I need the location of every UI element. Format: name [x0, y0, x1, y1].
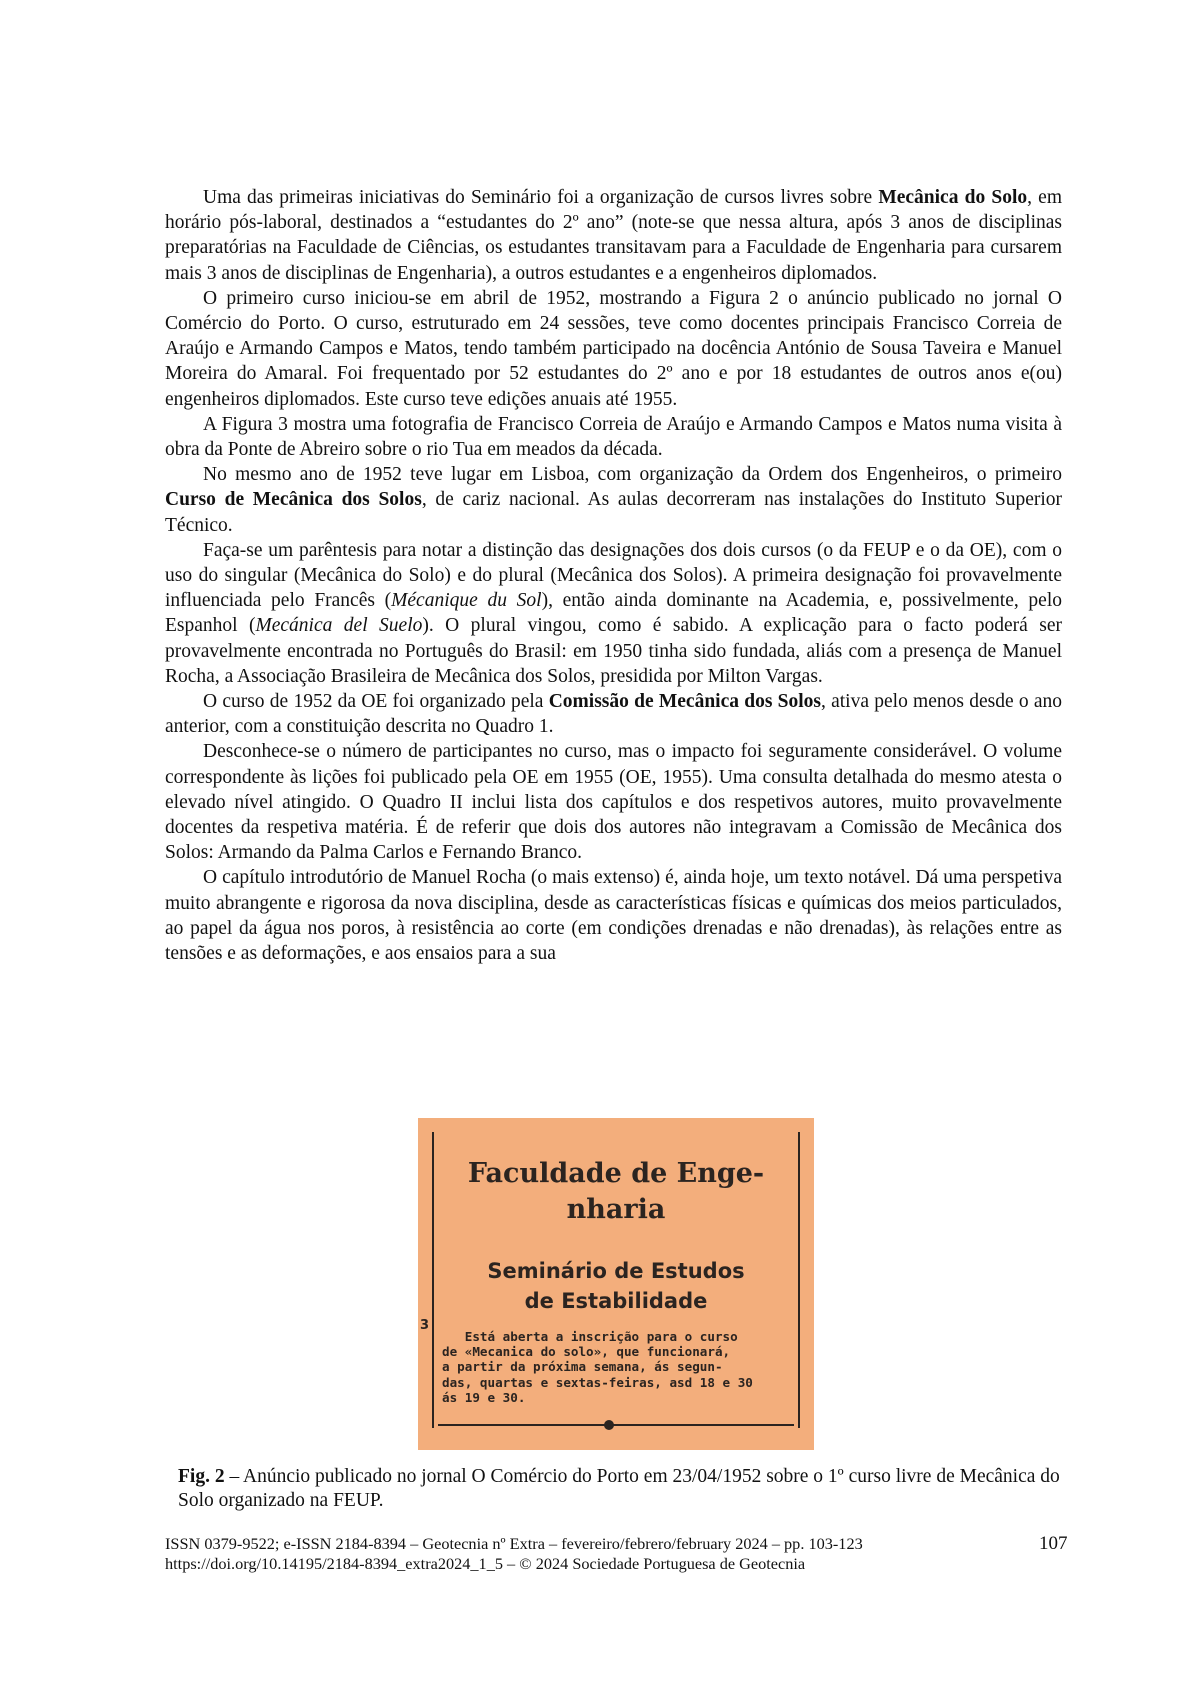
- caption-text: – Anúncio publicado no jornal O Comércio do Porto em 23/04/1952 sobre o 1º curso livre de Mecânica do Solo organizado na FEUP.: [178, 1466, 1060, 1511]
- clipping-subtitle-line: de Estabilidade: [524, 1289, 708, 1313]
- clipping-bullet: [604, 1420, 614, 1430]
- page-number: 107: [1039, 1533, 1068, 1554]
- clipping-title: [434, 1156, 798, 1228]
- paragraph-6: [165, 689, 1062, 739]
- text-run-bold: Mecânica do Solo: [878, 187, 1028, 208]
- page-footer: [165, 1534, 1075, 1574]
- figure-caption: [178, 1465, 1068, 1513]
- clipping-body-line: Está aberta a inscrição para o curso: [442, 1329, 738, 1344]
- clipping-body-line: a partir da próxima semana, ás segun-: [442, 1359, 723, 1375]
- text-run: , em horário pós-laboral, destinados a “estudantes do 2º ano” (note-se que nessa altura, após 3 anos de disciplinas preparatórias na Faculdade de Ciências, os estudantes transitavam para a Faculdade de Engenharia para cursarem mais 3 anos de disciplinas de Engenharia), a outros estudantes e a engenheiros diplomados.: [165, 187, 1062, 284]
- text-run-italic: Mecánica del Suelo: [255, 615, 423, 637]
- clipping-divider: [438, 1424, 794, 1426]
- paragraph-1: [165, 185, 1062, 286]
- clipping-margin-mark: 3: [420, 1318, 430, 1333]
- clipping-body-line: das, quartas e sextas-feiras, asd 18 e 30: [442, 1374, 753, 1390]
- text-run: O capítulo introdutório de Manuel Rocha (o mais extenso) é, ainda hoje, um texto notável. Dá uma perspetiva muito abrangente e rigorosa da nova disciplina, desde as características físicas e químicas dos meios particulados, ao papel da água nos poros, à resistência ao corte (em condições drenadas e não drenadas), às relações entre as tensões e as deformações, e aos ensaios para a sua: [165, 867, 1062, 965]
- paragraph-7: [165, 739, 1062, 865]
- clipping-title-line: nharia: [566, 1194, 666, 1225]
- text-run: Desconhece-se o número de participantes no curso, mas o impacto foi seguramente considerável. O volume correspondente às lições foi publicado pela OE em 1955 (OE, 1955). Uma consulta detalhada do mesmo atesta o elevado nível atingido. O Quadro II inclui lista dos capítulos e dos respetivos autores, muito provavelmente docentes da respetiva matéria. É de referir que dois dos autores não integravam a Comissão de Mecânica dos Solos: Armando da Palma Carlos e Fernando Branco.: [165, 741, 1062, 864]
- text-run: Faça-se um parêntesis para notar a distinção das designações dos dois cursos (o da FEUP e o da OE), com o uso do singular (Mecânica do Solo) e do plural (Mecânica dos Solos). A primeira designação foi provavelmente influenciada pelo Francês (: [165, 539, 1062, 612]
- newspaper-clipping-figure: [418, 1118, 814, 1450]
- text-run: ), então ainda dominante na Academia, e, possivelmente, pelo Espanhol (: [165, 590, 1063, 637]
- text-run-italic: Mécanique du Sol: [391, 590, 542, 612]
- paragraph-3: [165, 412, 1062, 462]
- text-run: A Figura 3 mostra uma fotografia de Francisco Correia de Araújo e Armando Campos e Matos numa visita à obra da Ponte de Abreiro sobre o rio Tua em meados da década.: [165, 413, 1062, 461]
- text-run: Uma das primeiras iniciativas do Seminário foi a organização de cursos livres sobre: [203, 187, 879, 208]
- caption-label: Fig. 2: [178, 1466, 225, 1487]
- text-run: No mesmo ano de 1952 teve lugar em Lisboa, com organização da Ordem dos Engenheiros, o primeiro: [203, 464, 1062, 486]
- clipping-subtitle: [434, 1256, 798, 1316]
- text-run: O primeiro curso iniciou-se em abril de 1952, mostrando a Figura 2 o anúncio publicado no jornal O Comércio do Porto. O curso, estruturado em 24 sessões, teve como docentes principais Francisco Correia de Araújo e Armando Campos e Matos, tendo também participado na docência António de Sousa Taveira e Manuel Moreira do Amaral. Foi frequentado por 52 estudantes do 2º ano e por 18 estudantes de outros anos e(ou) engenheiros diplomados. Este curso teve edições anuais até 1955.: [165, 287, 1062, 410]
- paragraph-8: [165, 865, 1062, 966]
- text-run-bold: Curso de Mecânica dos Solos: [165, 489, 422, 511]
- text-run: , ativa pelo menos desde o ano anterior, com a constituição descrita no Quadro 1.: [165, 691, 1062, 738]
- text-run: ). O plural vingou, como é sabido. A explicação para o facto poderá ser provavelmente encontrada no Português do Brasil: em 1950 tinha sido fundada, aliás com a presença de Manuel Rocha, a Associação Brasileira de Mecânica dos Solos, presidida por Milton Vargas.: [165, 615, 1062, 687]
- paragraph-2: [165, 286, 1062, 412]
- clipping-body: [442, 1329, 788, 1405]
- footer-issn-line: ISSN 0379-9522; e-ISSN 2184-8394 – Geotecnia nº Extra – fevereiro/febrero/february 2024 – pp. 103-123: [165, 1534, 863, 1553]
- clipping-body-line: de «Mecanica do solo», que funcionará,: [442, 1344, 731, 1360]
- text-run-bold: Comissão de Mecânica dos Solos: [548, 691, 821, 713]
- paragraph-5: [165, 538, 1062, 689]
- footer-doi-line: https://doi.org/10.14195/2184-8394_extra2024_1_5 – © 2024 Sociedade Portuguesa de Geotecnia: [165, 1554, 806, 1573]
- clipping-subtitle-line: Seminário de Estudos: [487, 1259, 745, 1283]
- clipping-title-line: Faculdade de Enge-: [467, 1158, 765, 1189]
- clipping-body-line: ás 19 e 30.: [442, 1389, 526, 1405]
- text-run: O curso de 1952 da OE foi organizado pela: [203, 691, 549, 713]
- text-run: , de cariz nacional. As aulas decorreram nas instalações do Instituto Superior Técnico.: [165, 489, 1062, 536]
- paragraph-4: [165, 462, 1062, 538]
- clipping-frame: [432, 1132, 800, 1428]
- body-text: [165, 185, 1062, 966]
